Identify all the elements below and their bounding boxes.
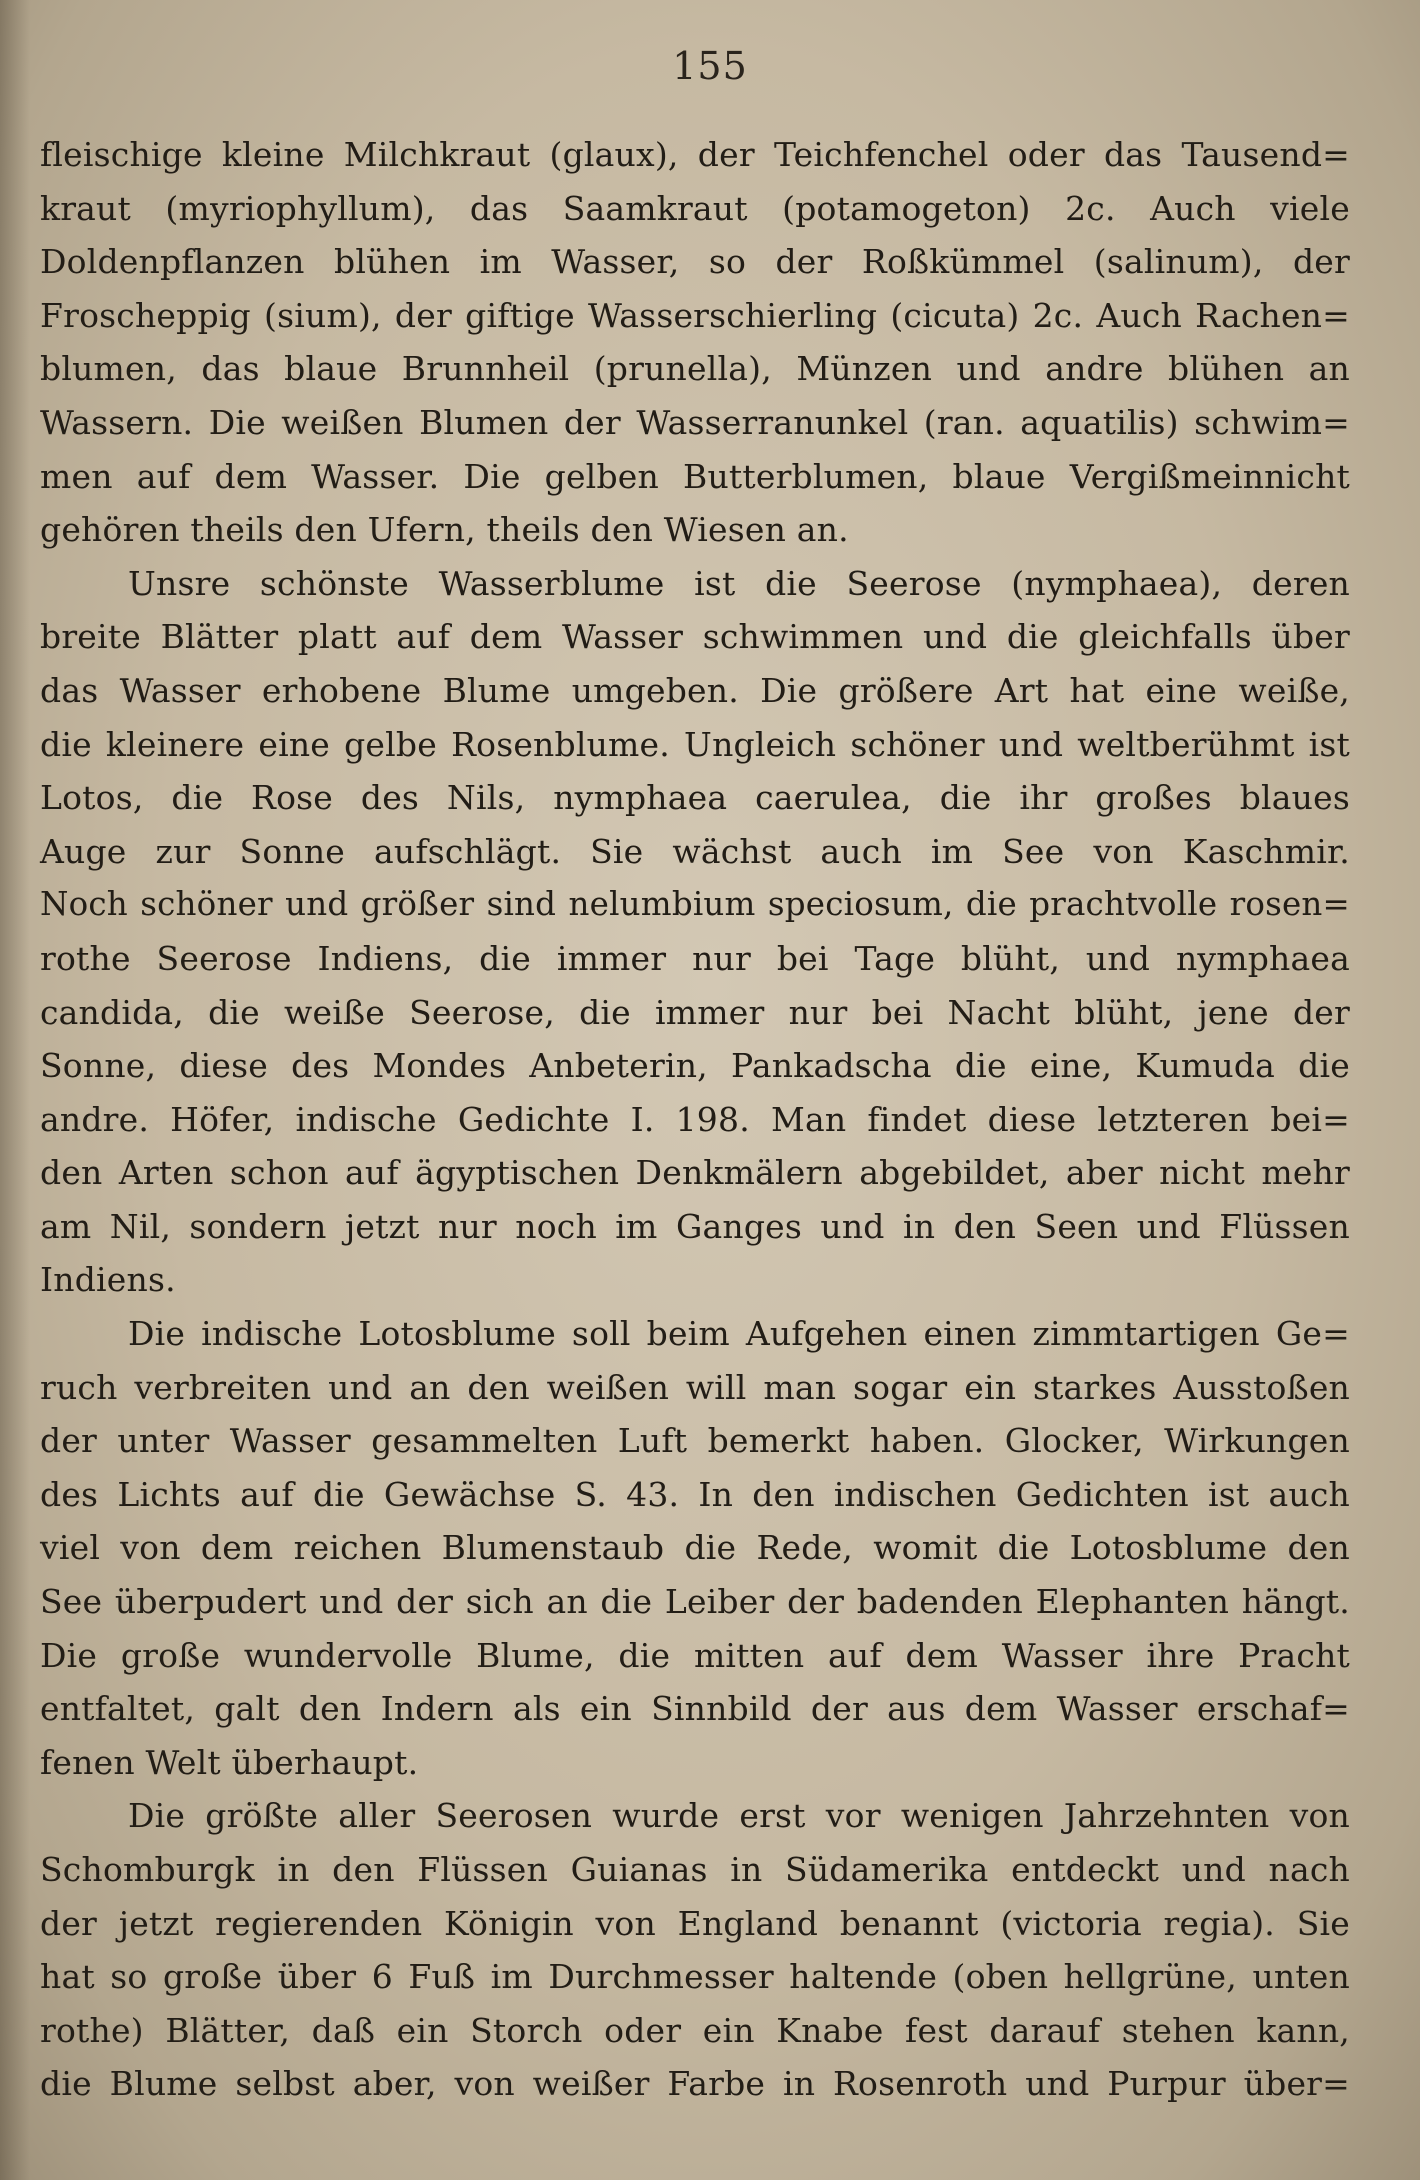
text-line: Indiens. xyxy=(40,1260,176,1300)
text-line: fenen Welt überhaupt. xyxy=(40,1742,419,1782)
text-line: Wassern. Die weißen Blumen der Wasserranunkel (ran. aquatilis) schwim= xyxy=(40,402,1350,442)
text-line: Die größte aller Seerosen wurde erst vor wenigen Jahrzehnten von xyxy=(128,1796,1350,1836)
page-number: 155 xyxy=(672,44,748,88)
text-line: hat so große über 6 Fuß im Durchmesser haltende (oben hellgrüne, unten xyxy=(40,1957,1350,1997)
text-line: rothe Seerose Indiens, die immer nur bei Tage blüht, und nymphaea xyxy=(40,938,1350,978)
text-line: kraut (myriophyllum), das Saamkraut (potamogeton) 2c. Auch viele xyxy=(40,188,1350,228)
text-line: des Lichts auf die Gewächse S. 43. In den indischen Gedichten ist auch xyxy=(40,1474,1350,1514)
text-line: See überpudert und der sich an die Leiber der badenden Elephanten hängt. xyxy=(40,1582,1350,1622)
text-line: ruch verbreiten und an den weißen will man sogar ein starkes Ausstoßen xyxy=(40,1367,1350,1407)
text-line: die Blume selbst aber, von weißer Farbe in Rosenroth und Purpur über= xyxy=(40,2064,1350,2104)
text-line: Noch schöner und größer sind nelumbium speciosum, die prachtvolle rosen= xyxy=(40,885,1350,924)
text-line: Die indische Lotosblume soll beim Aufgehen einen zimmtartigen Ge= xyxy=(128,1314,1350,1354)
text-line: Die große wundervolle Blume, die mitten auf dem Wasser ihre Pracht xyxy=(40,1635,1350,1675)
text-line: Froscheppig (sium), der giftige Wasserschierling (cicuta) 2c. Auch Rachen= xyxy=(40,295,1350,335)
text-line: Sonne, diese des Mondes Anbeterin, Pankadscha die eine, Kumuda die xyxy=(40,1046,1350,1086)
text-line: der unter Wasser gesammelten Luft bemerkt haben. Glocker, Wirkungen xyxy=(40,1421,1350,1461)
text-line: Unsre schönste Wasserblume ist die Seerose (nymphaea), deren xyxy=(128,563,1350,603)
text-line: Lotos, die Rose des Nils, nymphaea caerulea, die ihr großes blaues xyxy=(40,778,1350,818)
text-line: den Arten schon auf ägyptischen Denkmälern abgebildet, aber nicht mehr xyxy=(40,1153,1350,1193)
text-line: am Nil, sondern jetzt nur noch im Ganges und in den Seen und Flüssen xyxy=(40,1206,1350,1246)
text-line: das Wasser erhobene Blume umgeben. Die größere Art hat eine weiße, xyxy=(40,670,1350,710)
text-line: rothe) Blätter, daß ein Storch oder ein Knabe fest darauf stehen kann, xyxy=(40,2010,1350,2050)
text-line: breite Blätter platt auf dem Wasser schwimmen und die gleichfalls über xyxy=(40,617,1350,657)
text-line: der jetzt regierenden Königin von England benannt (victoria regia). Sie xyxy=(40,1903,1350,1943)
text-line: fleischige kleine Milchkraut (glaux), der Teichfenchel oder das Tausend= xyxy=(40,135,1350,174)
text-line: blumen, das blaue Brunnheil (prunella), Münzen und andre blühen an xyxy=(40,349,1350,389)
text-line: andre. Höfer, indische Gedichte I. 198. Man findet diese letzteren bei= xyxy=(40,1099,1350,1139)
text-line: men auf dem Wasser. Die gelben Butterblumen, blaue Vergißmeinnicht xyxy=(40,456,1350,496)
page-edge-shadow xyxy=(0,0,30,2180)
text-line: entfaltet, galt den Indern als ein Sinnbild der aus dem Wasser erschaf= xyxy=(40,1689,1350,1729)
body-text xyxy=(40,128,1350,2111)
text-line: viel von dem reichen Blumenstaub die Rede, womit die Lotosblume den xyxy=(40,1528,1350,1568)
text-line: candida, die weiße Seerose, die immer nur bei Nacht blüht, jene der xyxy=(40,992,1350,1032)
text-line: Auge zur Sonne aufschlägt. Sie wächst auch im See von Kaschmir. xyxy=(40,831,1350,871)
text-line: die kleinere eine gelbe Rosenblume. Ungleich schöner und weltberühmt ist xyxy=(40,724,1350,764)
text-line: gehören theils den Ufern, theils den Wiesen an. xyxy=(40,510,849,550)
text-line: Schomburgk in den Flüssen Guianas in Südamerika entdeckt und nach xyxy=(40,1850,1350,1889)
text-line: Doldenpflanzen blühen im Wasser, so der Roßkümmel (salinum), der xyxy=(40,242,1350,282)
